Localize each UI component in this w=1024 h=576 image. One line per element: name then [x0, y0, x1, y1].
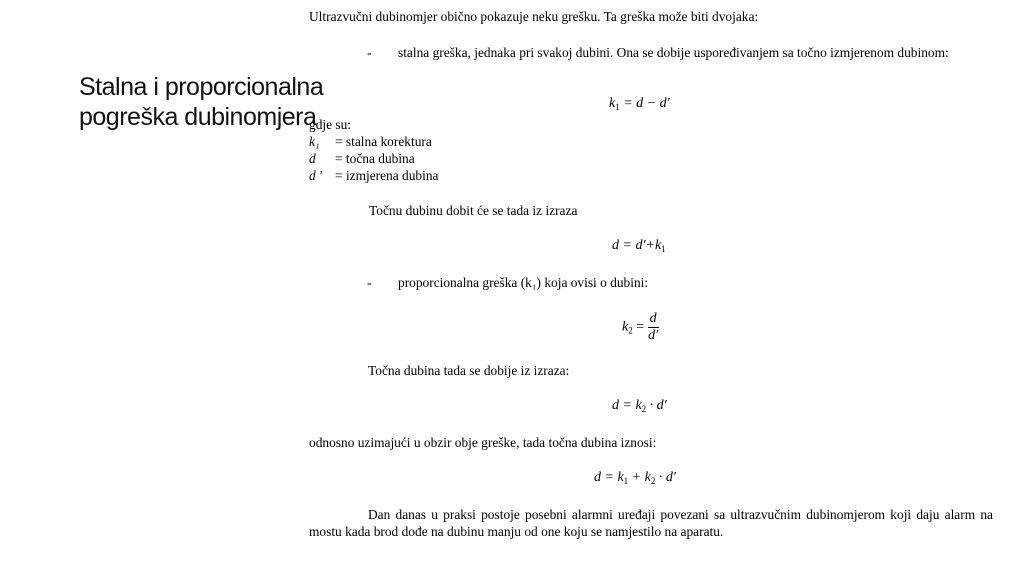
fraction: $\frac{d}{d'}$	[648, 311, 659, 343]
bullet-dash: -	[367, 275, 372, 290]
equation-k2: $k_2$ = $\frac{d}{d'}$	[622, 311, 659, 343]
slide-title-line-2: pogreška dubinomjera	[79, 103, 317, 131]
list-item-text: stalna greška, jednaka pri svakoj dubini. Ona se dobije uspoređivanjem sa točno izmjerenom dubinom:	[398, 45, 949, 60]
definition-row: d ′ = izmjerena dubina	[309, 168, 439, 183]
paragraph-exact-depth: Točnu dubinu dobit će se tada iz izraza	[369, 203, 578, 218]
bullet-dash: -	[367, 45, 372, 60]
definitions-heading: gdje su:	[309, 117, 352, 132]
slide-title-line-1: Stalna i proporcionalna	[79, 73, 324, 101]
paragraph-exact-depth-proportional: Točna dubina tada se dobije iz izraza:	[368, 363, 570, 378]
paragraph-alarm-devices: Dan danas u praksi postoje posebni alarmni uređaji povezani sa ultrazvučnim dubinomjerom koji daju alarm na mostu kada brod dođe na dubinu manju od one koju se namjestilo na aparatu.	[309, 507, 993, 539]
equation-d-constant: $d = d'+k_1$	[612, 238, 666, 254]
slide-title	[79, 72, 323, 132]
intro-paragraph: Ultrazvučni dubinomjer obično pokazuje neku grešku. Ta greška može biti dvojaka:	[309, 9, 759, 24]
equation-k1: $k_1 = d - d'$	[609, 96, 670, 112]
paragraph-both-errors: odnosno uzimajući u obzir obje greške, tada točna dubina iznosi:	[309, 435, 657, 450]
definition-row: d = točna dubina	[309, 151, 415, 166]
list-item-text: proporcionalna greška (k₁) koja ovisi o dubini:	[398, 275, 649, 290]
definition-row: k₁ = stalna korektura	[309, 134, 432, 149]
equation-d-combined: $d = k_1 + k_2 \cdot d'$	[594, 470, 676, 486]
equation-d-proportional: $d = k_2 \cdot d'$	[612, 398, 667, 414]
